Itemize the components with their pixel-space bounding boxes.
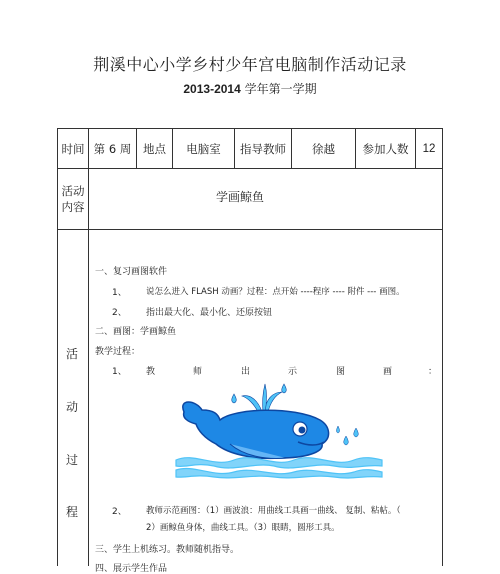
content-label-line-1: 活动: [61, 184, 85, 198]
section-4-heading: 四、展示学生作品: [95, 564, 168, 574]
count-value: 12: [422, 142, 436, 155]
process-label-char-1: 活: [65, 347, 78, 361]
step-1-char-4: 示: [288, 367, 298, 377]
step-2-text-line-1: 教师示范画图：（1）画波浪：用曲线工具画一曲线、 复制、粘帖。（: [146, 506, 401, 516]
waves: [176, 458, 382, 478]
table-row-divider-1: [57, 168, 443, 169]
item-1-2-text: 指出最大化、最小化、还原按钮: [146, 308, 273, 318]
item-1-1-number: 1、: [112, 288, 127, 298]
table-border-right: [442, 128, 443, 566]
step-2-number: 2、: [112, 507, 127, 517]
step-1-char-2: 师: [193, 367, 203, 377]
whale-body: [183, 402, 329, 458]
step-1-char-5: 图: [336, 367, 346, 377]
time-label: 时间: [61, 141, 85, 156]
place-label: 地点: [143, 141, 166, 156]
week-value: 第 6 周: [93, 141, 132, 156]
whale-illustration: [174, 380, 384, 480]
document-title: 荆溪中心小学乡村少年宫电脑制作活动记录: [93, 55, 407, 74]
teacher-value: 徐越: [312, 141, 335, 156]
item-1-2-number: 2、: [112, 308, 127, 318]
teaching-process-label: 教学过程：: [95, 347, 141, 357]
step-1-number: 1、: [112, 367, 127, 377]
teacher-label: 指导教师: [240, 141, 286, 156]
school-year: 2013-2014: [183, 82, 241, 96]
section-2-heading: 二、画图：学画鲸鱼: [95, 327, 177, 337]
process-label-char-3: 过: [65, 453, 78, 467]
spout: [232, 384, 287, 412]
step-2-text-line-2: 2）画鲸鱼身体，曲线工具。（3）眼睛，圆形工具。: [146, 523, 340, 533]
section-1-heading: 一、复习画图软件: [95, 267, 168, 277]
section-3-heading: 三、学生上机练习。教师随机指导。: [95, 545, 240, 555]
term: 学年第一学期: [244, 82, 317, 96]
content-label-line-2: 内容: [61, 200, 85, 214]
item-1-1-text: 说怎么进入 FLASH 动画？过程：点开始 ----程序 ---- 附件 --- 画图。: [146, 287, 405, 297]
water-drops: [337, 426, 359, 445]
place-value: 电脑室: [186, 141, 221, 156]
step-1-char-6: 画: [383, 367, 393, 377]
table-row-divider-2: [57, 229, 443, 230]
process-label-char-4: 程: [65, 505, 78, 519]
document-subtitle: [0, 80, 500, 97]
process-label-char-2: 动: [65, 400, 78, 414]
content-label: [58, 169, 88, 229]
content-value: 学画鲸鱼: [215, 189, 264, 204]
step-1-char-3: 出: [241, 367, 251, 377]
step-1-char-7: ：: [428, 367, 438, 377]
step-1-char-1: 教: [146, 367, 156, 377]
count-label: 参加人数: [362, 141, 409, 156]
